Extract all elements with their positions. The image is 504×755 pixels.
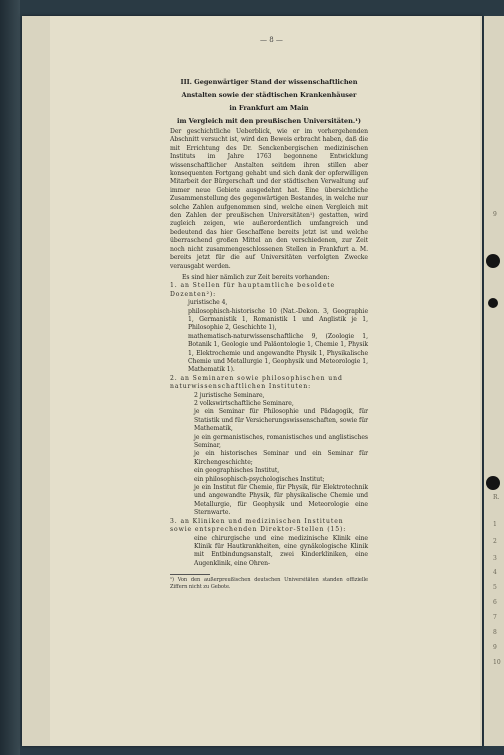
item2-line: je ein Institut für Chemie, für Physik, für Elektrotechnik und angewandte Physik, für physikalische Chemie und Metallurgie, für Geophysik und Meteorologie eine Sternwarte. — [194, 484, 368, 517]
binding-hole — [486, 476, 500, 490]
heading-line: in Frankfurt am Main — [229, 104, 309, 112]
text-column — [170, 76, 368, 590]
footnote-divider — [170, 574, 210, 575]
edge-number: 2 — [493, 538, 497, 545]
edge-number: 8 — [493, 629, 497, 636]
edge-number: 5 — [493, 584, 497, 591]
item2-line: ein philosophisch-psychologisches Institut; — [194, 475, 325, 483]
edge-number: 9 — [493, 644, 497, 651]
heading-line: im Vergleich mit den preußischen Universitäten.¹) — [177, 117, 361, 125]
item1-mathematisch: mathematisch-naturwissenschaftliche 9, (Zoologie 1, Botanik 1, Geologie und Paläontologie 1, Chemie 1, Physik 1, Elektrochemie und angewandte Physik 1, Physikalische Chemie und Metallurgie 1, Geophysik und Meteorologie 1, Mathematik 1). — [188, 332, 368, 374]
document-page — [22, 16, 482, 746]
edge-number: 1 — [493, 521, 497, 528]
page-number: — 8 — — [260, 36, 283, 44]
edge-number: 10 — [493, 659, 501, 666]
binding-hole — [486, 254, 500, 268]
heading-line: Anstalten sowie der städtischen Krankenhäuser — [181, 91, 357, 99]
edge-letter: R. — [493, 494, 500, 501]
item2-line: 2 juristische Seminare, — [194, 391, 265, 399]
section-heading — [170, 76, 368, 128]
edge-number: 7 — [493, 614, 497, 621]
item1-juristische: juristische 4, — [188, 299, 228, 307]
item3-text: eine chirurgische und eine medizinische Klinik eine Klinik für Hautkrankheiten, eine gynäkologische Klinik mit Entbindungsanstalt, zwei Kinderkliniken, eine Augenklinik, eine Ohren- — [194, 534, 368, 567]
scan-background-edge — [0, 0, 20, 755]
item2-line: 2 volkswirtschaftliche Seminare, — [194, 400, 294, 407]
edge-number: 9 — [493, 211, 497, 218]
item1-philosophisch: philosophisch-historische 10 (Nat.-Dekon. 3, Geographie 1, Germanistik 1, Romanistik 1 und Anglistik je 1, Philosophie 2, Geschichte 1), — [188, 307, 368, 332]
item2-line: je ein germanistisches, romanistisches und anglistisches Seminar, — [194, 433, 368, 450]
item2-title: 2. an Seminaren sowie philosophischen und naturwissenschaftlichen Instituten: — [170, 374, 343, 391]
footnote: ¹) Von den außerpreußischen deutschen Universitäten standen offizielle Ziffern nicht zu Gebote. — [170, 577, 368, 590]
item1-title: 1. an Stellen für hauptamtliche besoldete Dozenten²): — [170, 282, 336, 298]
edge-number: 6 — [493, 599, 497, 606]
intro-line: Es sind hier nämlich zur Zeit bereits vorhanden: — [182, 273, 330, 281]
item2-line: je ein Seminar für Philosophie und Pädagogik, für Statistik und für Versicherungswissenschaften, sowie für Mathematik, — [194, 408, 368, 433]
item2-line: ein geographisches Institut, — [194, 467, 280, 475]
item2-line: je ein historisches Seminar und ein Seminar für Kirchengeschichte; — [194, 450, 368, 466]
edge-number: 4 — [493, 569, 497, 576]
intro-paragraph: Der geschichtliche Ueberblick, wie er im vorhergehenden Abschnitt versucht ist, wird den Beweis erbracht haben, daß die mit Errichtung des Dr. Senckenbergischen medizinischen Instituts im Jahre 1763 begonnene Entwicklung wissenschaftlicher Anstalten seitdem ihren stillen aber konsequenten Fortgang gehabt und sich dank der opferwilligen Mitarbeit der Bürgerschaft und der städtischen Verwaltung auf immer neue Gebiete ausgedehnt hat. Eine übersichtliche Zusammenstellung des gegenwärtigen Bestandes, in welche nur solche Zahlen aufgenommen sind, welche einen Vergleich mit den Zahlen der preußischen Universitäten¹) gestatten, wird zugleich zeigen, wie außerordentlich umfangreich und bedeutend das hier Geschaffene bereits jetzt ist und welche überraschend großen Mittel an den verschiedenen, zur Zeit noch nicht zusammengeschlossenen Stellen in Frankfurt a. M. bereits jetzt für die auf Universitäten verfolgten Zwecke verausgabt werden. — [170, 128, 368, 270]
heading-line: III. Gegenwärtiger Stand der wissenschaftlichen — [180, 78, 358, 86]
binding-hole — [488, 298, 498, 308]
adjacent-page-edge — [484, 16, 504, 746]
item3-title: 3. an Kliniken und medizinischen Instituten sowie entsprechenden Direktor-Stellen (15): — [170, 517, 347, 534]
edge-number: 3 — [493, 555, 497, 562]
